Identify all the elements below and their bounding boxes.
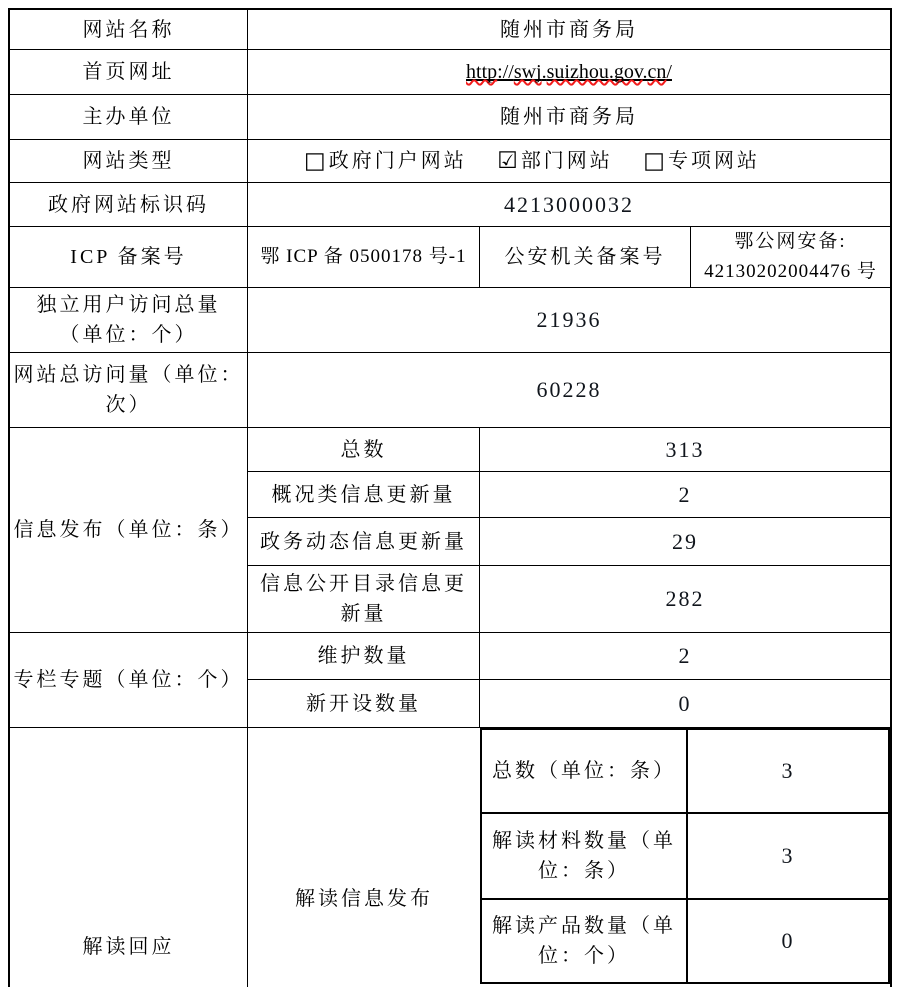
url-segment: cn — [647, 61, 667, 83]
special-columns-subtable — [248, 633, 890, 727]
interp-item-value: 3 — [781, 843, 795, 868]
row-homepage-url — [10, 50, 890, 95]
organizer-value-cell — [248, 95, 890, 139]
site-name-value: 随州市商务局 — [500, 18, 638, 41]
info-item-value-cell — [480, 428, 890, 471]
info-item-value-cell — [480, 472, 890, 517]
url-segment: suizhou.gov — [546, 61, 643, 83]
site-code-label-cell — [10, 183, 248, 226]
table-row — [482, 900, 888, 982]
security-record-value-cell — [691, 227, 890, 287]
security-record-label-cell — [480, 227, 691, 287]
table-row — [248, 566, 890, 632]
info-item-name-line2: 新量 — [340, 603, 387, 625]
interp-item-value: 3 — [781, 758, 795, 783]
total-visits-label-line2: 次） — [105, 394, 152, 416]
site-type-label-cell — [10, 140, 248, 182]
unique-visitors-value-cell — [248, 288, 890, 352]
block-interpretation — [10, 728, 890, 987]
organizer-label-cell — [10, 95, 248, 139]
row-organizer — [10, 95, 890, 140]
interp-item-name-line2: 位：条） — [538, 860, 630, 882]
table-row — [482, 730, 888, 814]
interp-item-name-cell — [482, 730, 688, 812]
block-special-columns — [10, 633, 890, 728]
interp-item-name-cell — [482, 814, 688, 898]
interpretation-sublabel: 解读信息发布 — [295, 888, 433, 910]
row-total-visits — [10, 353, 890, 428]
interp-item-value-cell — [688, 730, 888, 812]
site-type-label: 网站类型 — [82, 150, 175, 172]
icp-number: 鄂 ICP 备 0500178 号-1 — [260, 246, 467, 267]
option-label: 部门网站 — [520, 150, 613, 172]
organizer-value: 随州市商务局 — [500, 106, 638, 128]
unique-visitors-value: 21936 — [536, 307, 602, 332]
total-visits-label-cell — [10, 353, 248, 427]
option-portal-site — [304, 146, 467, 176]
checkbox-checked-icon: ☑ — [497, 148, 518, 174]
info-item-name: 政务动态信息更新量 — [260, 530, 467, 553]
option-label: 专项网站 — [668, 150, 760, 172]
interp-item-name: 总数（单位：条） — [492, 760, 676, 782]
option-label: 政府门户网站 — [328, 150, 467, 172]
row-icp — [10, 227, 890, 288]
icp-label: ICP 备案号 — [70, 246, 187, 268]
site-code-value: 4213000032 — [504, 191, 634, 217]
info-item-name: 概况类信息更新量 — [271, 483, 456, 506]
info-publish-label: 信息发布（单位：条） — [13, 519, 244, 541]
total-visits-value-cell — [248, 353, 890, 427]
table-row — [248, 518, 890, 566]
info-item-name: 总数 — [340, 438, 387, 461]
special-columns-label-cell — [10, 633, 248, 727]
row-site-name — [10, 10, 890, 50]
special-item-name: 维护数量 — [317, 645, 410, 667]
special-columns-label: 专栏专题（单位：个） — [13, 669, 244, 691]
info-item-value-cell — [480, 518, 890, 565]
table-row — [248, 633, 890, 680]
site-code-value-cell — [248, 183, 890, 226]
organizer-label: 主办单位 — [82, 106, 175, 128]
total-visits-label-line1: 网站总访问量（单位： — [13, 364, 244, 386]
row-site-code — [10, 183, 890, 227]
table-row — [248, 680, 890, 727]
url-segment: http — [466, 61, 498, 83]
info-item-value: 2 — [678, 481, 692, 507]
table-row — [248, 428, 890, 472]
interp-item-value: 0 — [781, 928, 795, 953]
interpretation-label: 解读回应 — [82, 936, 175, 958]
info-item-value: 313 — [665, 436, 705, 462]
unique-visitors-label-line2: （单位：个） — [59, 324, 198, 346]
interp-item-name-line1: 解读材料数量（单 — [492, 830, 676, 852]
info-item-value: 282 — [665, 586, 705, 611]
info-item-name-cell — [248, 518, 480, 565]
special-item-name-cell — [248, 633, 480, 679]
site-code-label: 政府网站标识码 — [48, 193, 209, 216]
url-segment: :// — [497, 61, 514, 83]
special-item-value: 0 — [678, 690, 692, 716]
homepage-value-cell — [248, 50, 890, 94]
site-name-value-cell — [248, 10, 890, 49]
interpretation-label-cell — [10, 728, 248, 987]
info-item-name-cell — [248, 472, 480, 517]
info-item-value: 29 — [672, 528, 698, 554]
unique-visitors-label-line1: 独立用户访问总量 — [36, 294, 221, 316]
homepage-label: 首页网址 — [82, 61, 175, 83]
homepage-link[interactable] — [466, 58, 672, 86]
unique-visitors-label-cell — [10, 288, 248, 352]
interp-item-value-cell — [688, 814, 888, 898]
interp-item-value-cell — [688, 900, 888, 982]
special-item-value-cell — [480, 680, 890, 727]
table-row — [248, 472, 890, 518]
row-unique-visitors — [10, 288, 890, 353]
interp-item-name-line2: 位：个） — [538, 945, 630, 967]
table-row — [482, 814, 888, 900]
site-name-label-cell — [10, 10, 248, 49]
info-publish-label-cell — [10, 428, 248, 632]
info-item-name-cell — [248, 566, 480, 632]
row-site-type — [10, 140, 890, 183]
url-segment: . — [642, 61, 648, 83]
homepage-label-cell — [10, 50, 248, 94]
url-segment: . — [541, 61, 547, 83]
option-department-site — [497, 146, 613, 176]
info-item-name-line1: 信息公开目录信息更 — [260, 573, 467, 595]
icp-number-cell — [248, 227, 480, 287]
interpretation-sublabel-cell — [248, 728, 480, 987]
interpretation-inner-table — [480, 728, 890, 984]
url-segment: / — [666, 61, 672, 83]
security-record-label: 公安机关备案号 — [504, 246, 666, 268]
special-item-value-cell — [480, 633, 890, 679]
site-name-label: 网站名称 — [82, 18, 175, 41]
special-item-value: 2 — [678, 643, 692, 668]
security-record-line1: 鄂公网安备: — [734, 231, 847, 252]
total-visits-value: 60228 — [536, 377, 602, 402]
interp-item-name-line1: 解读产品数量（单 — [492, 915, 676, 937]
special-item-name-cell — [248, 680, 480, 727]
security-record-line2: 42130202004476 号 — [704, 261, 877, 282]
info-item-name-cell — [248, 428, 480, 471]
checkbox-unchecked-icon: □ — [643, 148, 665, 174]
info-item-value-cell — [480, 566, 890, 632]
option-special-site — [643, 146, 760, 176]
report-table — [8, 8, 892, 987]
special-item-name: 新开设数量 — [306, 692, 421, 715]
interp-item-name-cell — [482, 900, 688, 982]
url-segment: swj — [513, 61, 542, 83]
site-type-options-cell — [248, 140, 890, 182]
checkbox-unchecked-icon: □ — [304, 148, 326, 174]
block-info-publish — [10, 428, 890, 633]
icp-label-cell — [10, 227, 248, 287]
info-publish-subtable — [248, 428, 890, 632]
